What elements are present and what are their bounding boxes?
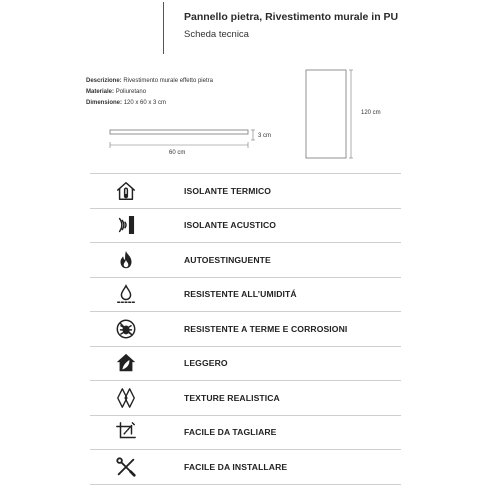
panel-front-outline	[306, 70, 346, 158]
width-label: 60 cm	[169, 150, 186, 156]
sound-wall-icon	[90, 214, 162, 236]
tools-icon	[90, 456, 162, 478]
spec-dimensione	[86, 98, 213, 109]
panel-side-outline	[110, 130, 248, 134]
feature-row	[90, 416, 401, 451]
house-thermometer-icon	[90, 180, 162, 202]
header-divider	[163, 2, 164, 54]
feature-label: TEXTURE REALISTICA	[184, 392, 280, 403]
panel-front-drawing	[300, 65, 360, 165]
feature-label: LEGGERO	[184, 358, 228, 369]
thickness-label: 3 cm	[258, 133, 272, 139]
height-label: 120 cm	[361, 110, 381, 116]
feature-label: ISOLANTE TERMICO	[184, 185, 272, 196]
no-bug-icon	[90, 318, 162, 340]
spec-materiale-value: Poliuretano	[115, 89, 147, 95]
feature-label: RESISTENTE A TERME E CORROSIONI	[184, 323, 348, 334]
texture-icon	[90, 387, 162, 409]
feature-label: ISOLANTE ACUSTICO	[184, 220, 277, 231]
page-title: Pannello pietra, Rivestimento murale in PU	[184, 11, 399, 23]
feature-row	[90, 450, 401, 485]
feature-row	[90, 174, 401, 209]
spec-descrizione-label: Descrizione:	[86, 78, 122, 84]
feature-label: FACILE DA TAGLIARE	[184, 427, 277, 438]
feature-row	[90, 347, 401, 382]
spec-descrizione-value: Rivestimento murale effetto pietra	[123, 78, 213, 84]
feature-label: RESISTENTE ALL’UMIDITÁ	[184, 289, 297, 300]
water-drop-icon	[90, 283, 162, 305]
flame-icon	[90, 249, 162, 271]
feature-row	[90, 312, 401, 347]
feature-label: AUTOESTINGUENTE	[184, 254, 271, 265]
page-subtitle: Scheda tecnica	[184, 29, 249, 40]
spec-descrizione	[86, 76, 213, 87]
spec-dimensione-value: 120 x 60 x 3 cm	[123, 100, 167, 106]
feature-row	[90, 278, 401, 313]
panel-side-drawing	[100, 125, 260, 165]
spec-materiale-label: Materiale:	[86, 89, 115, 95]
features-list	[90, 173, 401, 485]
crop-icon	[90, 421, 162, 443]
feature-label: FACILE DA INSTALLARE	[184, 461, 288, 472]
feature-row	[90, 381, 401, 416]
feature-row	[90, 243, 401, 278]
specs-block	[86, 76, 213, 109]
house-feather-icon	[90, 352, 162, 374]
feature-row	[90, 209, 401, 244]
spec-materiale	[86, 87, 213, 98]
spec-dimensione-label: Dimensione:	[86, 100, 123, 106]
